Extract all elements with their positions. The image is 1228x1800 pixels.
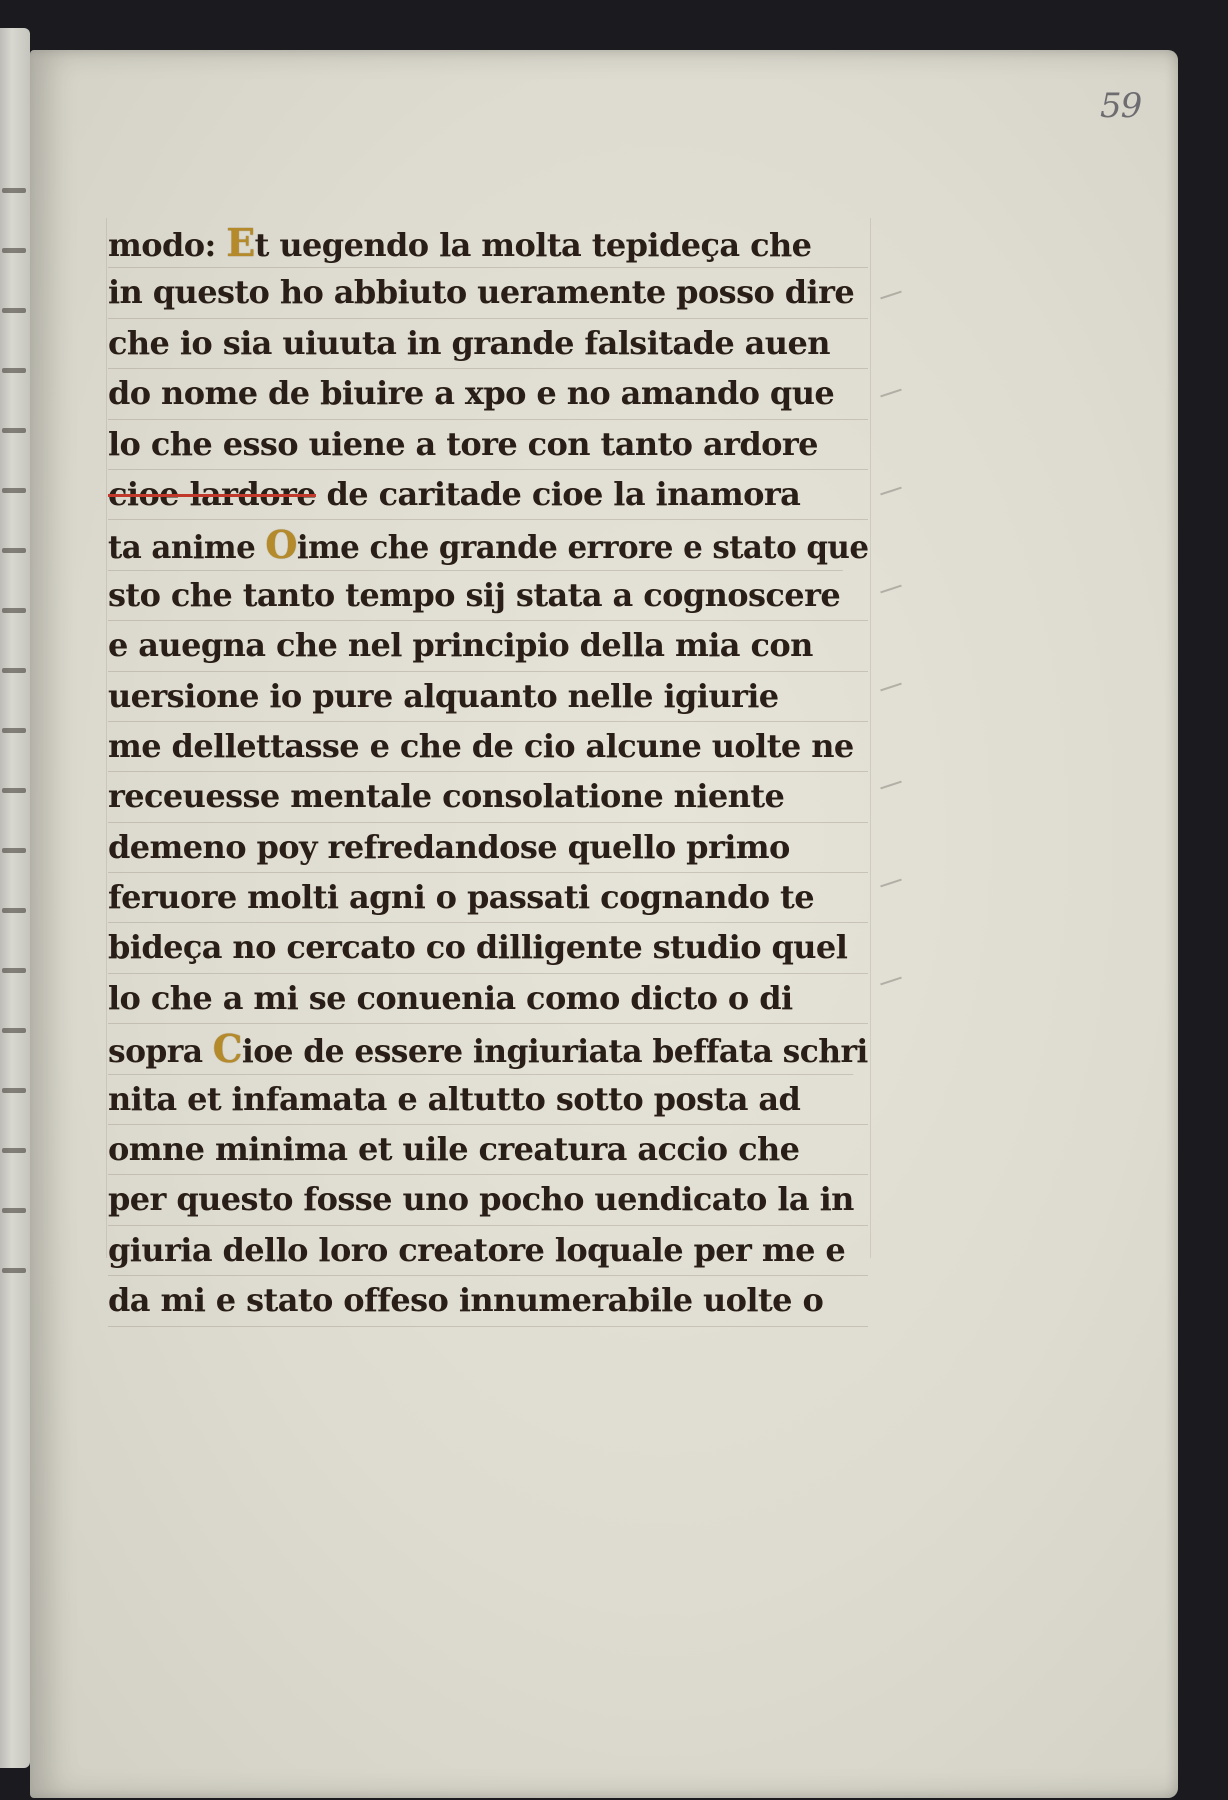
manuscript-line: [108, 1226, 868, 1276]
manuscript-line: [108, 470, 868, 520]
line-text: modo:: [108, 226, 227, 264]
facing-page-text-fragment: [2, 1028, 26, 1033]
line-text: de caritade cioe la inamora: [315, 474, 801, 513]
facing-page-text-fragment: [2, 728, 26, 733]
facing-page-text-fragment: [2, 188, 26, 193]
line-text: receuesse mentale consolatione niente: [108, 777, 785, 816]
ruling-line-right: [870, 218, 871, 1258]
line-text: in questo ho abbiuto ueramente posso dire: [108, 273, 855, 312]
line-text: che io sia uiuuta in grande falsitade auen: [108, 323, 830, 362]
manuscript-line: [108, 520, 869, 570]
facing-page-text-fragment: [2, 248, 26, 253]
line-text: feruore molti agni o passati cognando te: [108, 878, 814, 917]
line-text: ime che grande errore e stato que: [296, 528, 869, 567]
line-text: lo che esso uiene a tore con tanto ardore: [108, 424, 818, 463]
line-text: me dellettasse e che de cio alcune uolte ne: [108, 726, 854, 765]
facing-page-text-fragment: [2, 668, 26, 673]
line-text: t uegendo la molta tepideça che: [254, 226, 812, 264]
line-text: sto che tanto tempo sij stata a cognoscere: [108, 575, 841, 614]
line-text: per questo fosse uno pocho uendicato la in: [108, 1180, 854, 1219]
facing-page-text-fragment: [2, 1148, 26, 1153]
manuscript-line: [108, 1024, 868, 1074]
manuscript-line: [108, 218, 868, 268]
line-text: ta anime: [108, 528, 266, 567]
manuscript-line: [108, 1125, 868, 1175]
facing-page-text-fragment: [2, 968, 26, 973]
facing-page-text-fragment: [2, 1208, 26, 1213]
manuscript-text-block: [108, 218, 868, 1327]
line-text: sopra: [108, 1032, 213, 1071]
manuscript-line: [108, 268, 868, 318]
manuscript-line: [108, 823, 868, 873]
rubric-strikethrough: cioe lardore: [108, 474, 316, 513]
manuscript-line: [108, 571, 868, 621]
folio-number: 59: [1100, 86, 1142, 126]
ruling-line-left: [106, 218, 107, 1258]
facing-page-text-fragment: [2, 548, 26, 553]
line-text: ioe de essere ingiuriata beffata schri: [241, 1032, 868, 1071]
facing-page-text-fragment: [2, 488, 26, 493]
manuscript-line: [108, 319, 868, 369]
line-text: demeno poy refredandose quello primo: [108, 827, 790, 866]
facing-page-text-fragment: [2, 308, 26, 313]
line-text: uersione io pure alquanto nelle igiurie: [108, 676, 779, 715]
facing-page-text-fragment: [2, 608, 26, 613]
gilded-initial: E: [226, 220, 255, 265]
manuscript-line: [108, 672, 868, 722]
manuscript-line: [108, 1276, 868, 1326]
manuscript-line: [108, 369, 868, 419]
facing-page-text-fragment: [2, 788, 26, 793]
manuscript-line: [108, 1175, 868, 1225]
manuscript-line: [108, 923, 868, 973]
manuscript-line: [108, 621, 868, 671]
facing-page-text-fragment: [2, 368, 26, 373]
line-text: omne minima et uile creatura accio che: [108, 1130, 800, 1169]
manuscript-line: [108, 873, 868, 923]
line-text: nita et infamata e altutto sotto posta ad: [108, 1079, 801, 1118]
facing-page-edge: [0, 28, 30, 1768]
manuscript-line: [108, 974, 868, 1024]
line-text: e auegna che nel principio della mia con: [108, 626, 813, 665]
manuscript-line: [108, 772, 868, 822]
manuscript-line: [108, 420, 868, 470]
facing-page-text-fragment: [2, 1268, 26, 1273]
facing-page-text-fragment: [2, 1088, 26, 1093]
facing-page-text-fragment: [2, 848, 26, 853]
line-text: lo che a mi se conuenia como dicto o di: [108, 978, 793, 1017]
line-text: bideça no cercato co dilligente studio quel: [108, 928, 848, 967]
facing-page-text-fragment: [2, 428, 26, 433]
line-text: do nome de biuire a xpo e no amando que: [108, 374, 835, 413]
line-text: giuria dello loro creatore loquale per me e: [108, 1230, 846, 1269]
gilded-initial: C: [212, 1026, 242, 1072]
gilded-initial: O: [265, 522, 297, 568]
line-text: da mi e stato offeso innumerabile uolte o: [108, 1281, 824, 1320]
manuscript-line: [108, 1075, 868, 1125]
manuscript-line: [108, 722, 868, 772]
facing-page-text-fragment: [2, 908, 26, 913]
